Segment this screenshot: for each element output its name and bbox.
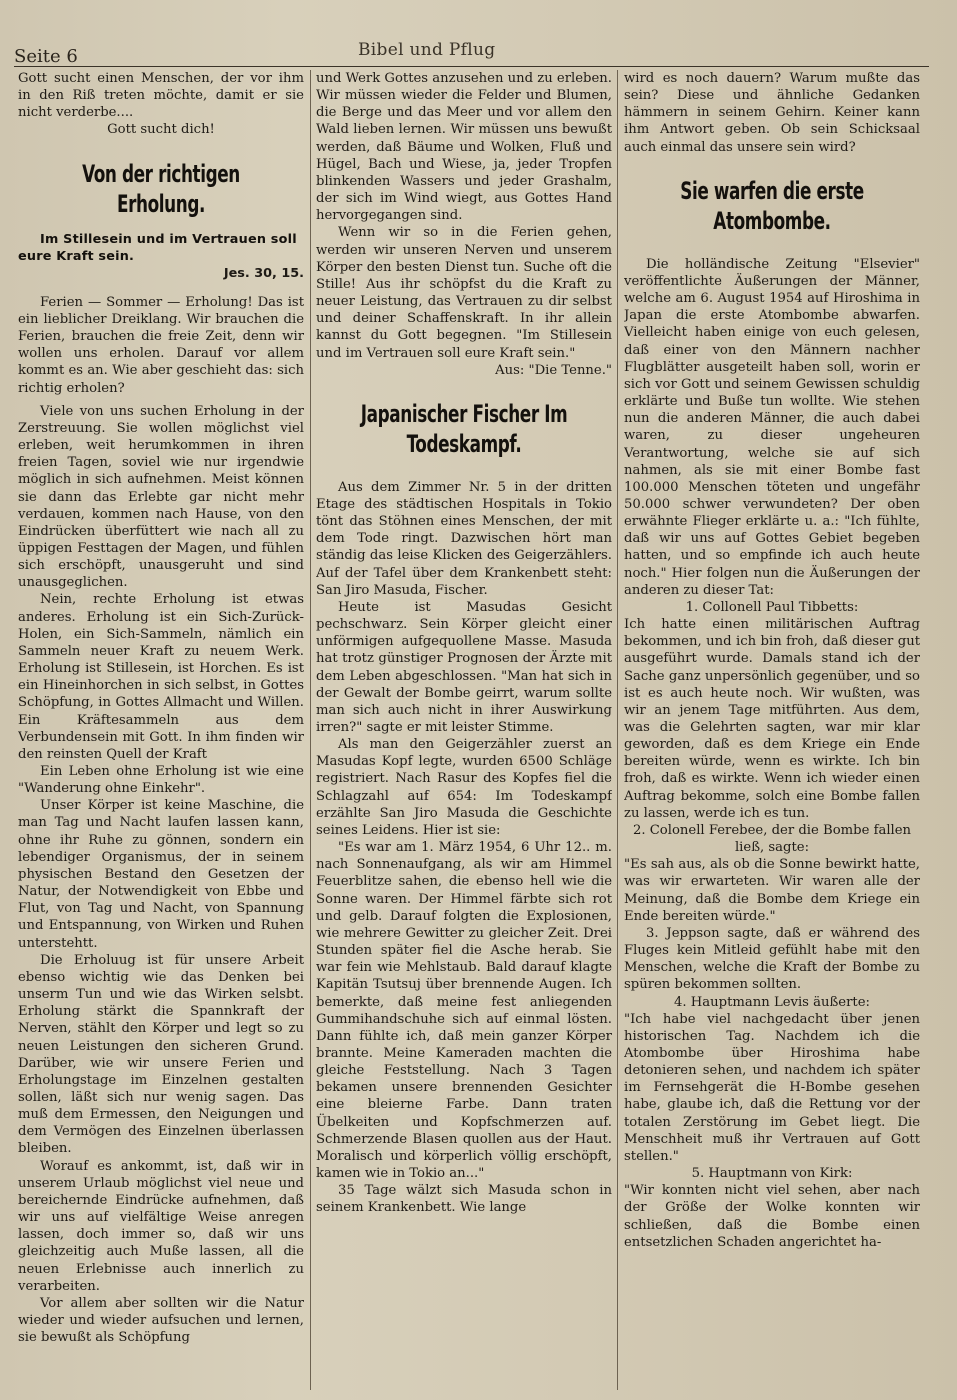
paragraph: Aus dem Zimmer Nr. 5 in der dritten Etage des städtischen Hospitals in Tokio tönt das Stöhnen eines Menschen, der mit dem Tode ringt. Dazwischen hört man ständig das leise Klicken des Geigerzählers. Auf der Tafel über dem Krankenbett steht: San Jiro Masuda, Fischer. — [316, 479, 612, 598]
page-header — [0, 0, 957, 66]
paragraph: und Werk Gottes anzusehen und zu erleben. Wir müssen wieder die Felder und Blumen, die Berge und das Meer und vor allem den Wald lieben lernen. Wir müssen uns bewußt werden, daß Bäume und Wolken, Fluß und Hügel, Bach und Wiese, ja, jeder Tropfen blinkenden Wassers und jeder Grashalm, der sich im Wind wiegt, aus Gottes Hand hervorgegangen sind. — [316, 71, 612, 224]
speaker-heading: 4. Hauptmann Levis äußerte: — [674, 994, 870, 1010]
scripture-reference: Jes. 30, 15. — [223, 265, 304, 281]
paragraph: "Es sah aus, als ob die Sonne bewirkt hatte, was wir erwarteten. Wir waren alle der Meinung, daß die Bombe dem Kriege ein Ende bereiten würde." — [624, 857, 920, 924]
article-title: Von der richtigen Erholung. — [82, 159, 240, 218]
article-title: Japanischer Fischer Im Todeskampf. — [360, 399, 568, 458]
intro-text: Gott sucht einen Menschen, der vor ihm in den Riß treten möchte, damit er sie nicht verderbe.... — [18, 71, 304, 121]
paragraph: Als man den Geigerzähler zuerst an Masudas Kopf legte, wurden 6500 Schläge registriert. Nach Rasur des Kopfes fiel die Schlagzahl auf 654: Im Todeskampf erzählte San Jiro Masuda die Geschichte seines Leidens. Hier ist sie: — [316, 737, 612, 838]
paragraph: "Ich habe viel nachgedacht über jenen historischen Tag. Nachdem ich die Atombombe über Hiroshima habe detonieren sehen, und nachdem ich später im Fernsehgerät die H-Bombe gesehen habe, glaube ich, daß die Rettung vor der totalen Zerstörung im Gebet liegt. Die Menschheit muß ihr Vertrauen auf Gott stellen." — [624, 1011, 920, 1164]
column-2 — [316, 70, 612, 1390]
paragraph: Worauf es ankommt, ist, daß wir in unserem Urlaub möglichst viel neue und bereichernde Eindrücke aufnehmen, daß wir uns auf vielfältige Weise anregen lassen, doch immer so, daß wir uns gleichzeitig auch Muße lassen, all die neuen Erlebnisse auch innerlich zu verarbeiten. — [18, 1158, 304, 1294]
speaker-heading: 5. Hauptmann von Kirk: — [691, 1166, 853, 1182]
page-number: Seite 6 — [14, 46, 78, 67]
article-title: Sie warfen die erste Atombombe. — [680, 176, 864, 235]
paragraph: 3. Jeppson sagte, daß er während des Fluges kein Mitleid gefühlt habe mit den Menschen, welche die Kraft der Bombe zu spüren bekommen sollten. — [624, 925, 920, 993]
paragraph: Unser Körper ist keine Maschine, die man Tag und Nacht laufen lassen kann, ohne ihr Ruhe zu gönnen, sondern ein lebendiger Organismus, der in seinem physischen Bestand den Gesetzen der Natur, der Notwendigkeit von Ebbe und Flut, von Tag und Nacht, von Spannung und Entspannung, von Wirken und Ruhen unterstehtt. — [18, 798, 304, 951]
paragraph: Vor allem aber sollten wir die Natur wieder und wieder aufsuchen und lernen, sie bewußt als Schöpfung — [18, 1295, 304, 1346]
paragraph: "Es war am 1. März 1954, 6 Uhr 12.. m. nach Sonnenaufgang, als wir am Himmel Feuerblitze sahen, die ebenso hell wie die Sonne waren. Der Himmel färbte sich rot und gelb. Darauf folgten die Explosionen, wie mehrere Gewitter zu gleicher Zeit. Drei Stunden später fiel die Asche herab. Sie war fein wie Mehlstaub. Bald darauf klagte Kapitän Tsutsuj über brennende Augen. Ich bemerkte, daß meine fest anliegenden Gummihandschuhe sich auf einmal lösten. Dann fühlte ich, daß mein ganzer Körper brannte. Meine Kameraden machten die gleiche Feststellung. Nach 3 Tagen bekamen unsere brennenden Gesichter eine bleierne Farbe. Dann traten Übelkeiten und Kopfschmerzen auf. Schmerzende Blasen quollen aus der Haut. Moralisch und körperlich völlig erschöpft, kamen wie in Tokio an..." — [316, 840, 612, 1182]
paragraph: Ferien — Sommer — Erholung! Das ist ein lieblicher Dreiklang. Wir brauchen die Ferien, brauchen die freie Zeit, denn wir wollen uns erholen. Darauf vor allem kommt es an. Wie aber geschieht das: sich richtig erholen? — [18, 294, 304, 396]
source-credit: Aus: "Die Tenne." — [495, 362, 612, 378]
article-subtitle: Im Stillesein und im Vertrauen soll eure Kraft sein. — [18, 231, 297, 264]
column-3 — [624, 70, 920, 1390]
paragraph: Ein Leben ohne Erholung ist wie eine "Wanderung ohne Einkehr". — [18, 764, 304, 797]
running-title: Bibel und Pflug — [358, 40, 496, 60]
paragraph: 35 Tage wälzt sich Masuda schon in seinem Krankenbett. Wie lange — [316, 1183, 612, 1216]
column-1 — [18, 70, 304, 1390]
paragraph: Heute ist Masudas Gesicht pechschwarz. Sein Körper gleicht einer unförmigen aufgequollene Masse. Masuda hat trotz günstiger Prognosen der Ärzte mit dem Leben abgeschlossen. "Man hat sich in der Gewalt der Bombe geirrt, warum sollte man sich auch nicht in ihrer Auswirkung irren?" sagte er mit leister Stimme. — [316, 599, 612, 735]
speaker-heading: 2. Colonell Ferebee, der die Bombe fallen ließ, sagte: — [632, 822, 912, 856]
paragraph: Ich hatte einen militärischen Auftrag bekommen, und ich bin froh, daß dieser gut ausgeführt wurde. Damals stand ich der Sache ganz unpersönlich gegenüber, und so ist es auch heute noch. Wir wußten, was wir an jenem Tage mitführten. Aus dem, was die Gelehrten sagten, war mir klar geworden, daß es dem Kriege ein Ende bereiten würde, wenn es wirkte. Ich bin froh, daß es wirkte. Wenn ich wieder einen Auftrag bekomme, solch eine Bombe fallen zu lassen, werde ich es tun. — [624, 617, 920, 821]
column-divider — [310, 70, 311, 1390]
paragraph: Viele von uns suchen Erholung in der Zerstreuung. Sie wollen möglichst viel erleben, weit herumkommen in ihren freien Tagen, soviel wie nur irgendwie möglich in sich aufnehmen. Meist können sie dann das Erlebte gar nicht mehr verdauen, kommen nach Hause, von den Eindrücken überfüttert wie nach all zu üppigen Festtagen der Magen, und fühlen sich erschöpft, unausgeruht und sind unausgeglichen. — [18, 403, 304, 591]
paragraph: Nein, rechte Erholung ist etwas anderes. Erholung ist ein Sich-Zurück-Holen, ein Sich-Sammeln, nämlich ein Sammeln neuer Kraft zu neuem Werk. Erholung ist Stillesein, ist Horchen. Es ist ein Hineinhorchen in sich selbst, in Gottes Schöpfung, in Gottes Allmacht und Willen. Ein Kräftesammeln aus dem Verbundensein mit Gott. In ihm finden wir den reinsten Quell der Kraft — [18, 592, 304, 762]
header-rule — [14, 66, 929, 67]
column-divider — [617, 70, 618, 1390]
speaker-heading: 1. Collonell Paul Tibbetts: — [685, 599, 859, 615]
paragraph: wird es noch dauern? Warum mußte das sein? Diese und ähnliche Gedanken hämmern in seinem Gehirn. Keiner kann ihm Antwort geben. Ob sein Schicksaal auch einmal das unsere sein wird? — [624, 71, 920, 155]
paragraph: Wenn wir so in die Ferien gehen, werden wir unseren Nerven und unserem Körper den besten Dienst tun. Suche oft die Stille! Aus ihr schöpfst du die Kraft zu neuer Leistung, das Vertrauen zu dir selbst und deiner Schaffenskraft. In ihr allein kannst du Gott begegnen. "Im Stillesein und im Vertrauen soll eure Kraft sein." — [316, 225, 612, 361]
paragraph: Die Erholuug ist für unsere Arbeit ebenso wichtig wie das Denken bei unserm Tun und wie das Wirken selsbt. Erholung stärkt die Spannkraft der Nerven, stählt den Körper und legt so zu neuen Leistungen den sicheren Grund. Darüber, wie wir unsere Ferien und Erholungstage im Einzelnen gestalten sollen, läßt sich nur wenig sagen. Das muß dem Ermessen, den Neigungen und dem Vermögen des Einzelnen überlassen bleiben. — [18, 952, 304, 1157]
intro-closing: Gott sucht dich! — [107, 122, 215, 138]
paragraph: "Wir konnten nicht viel sehen, aber nach der Größe der Wolke konnten wir schließen, daß die Bombe einen entsetzlichen Schaden angerichtet ha- — [624, 1183, 920, 1250]
paragraph: Die holländische Zeitung "Elsevier" veröffentlichte Äußerungen der Männer, welche am 6. August 1954 auf Hiroshima in Japan die erste Atombombe abwarfen. Vielleicht haben einige von euch gelesen, daß einer von den Männern nachher Flugblätter ausgeteilt haben soll, worin er sich vor Gott und seinem Gewissen schuldig erklärte und Buße tun wollte. Wie stehen nun die anderen Männer, die auch dabei waren, zu dieser ungeheuren Verantwortung, welche sie auf sich nahmen, als sie mit einer Bombe fast 100.000 Menschen töteten und ungefähr 50.000 schwer verwundeten? Der oben erwähnte Flieger erklärte u. a.: "Ich fühlte, daß wir uns auf Gottes Gebiet begeben hatten, und so empfinde ich auch heute noch." Hier folgen nun die Äußerungen der anderen zu dieser Tat: — [624, 256, 920, 598]
